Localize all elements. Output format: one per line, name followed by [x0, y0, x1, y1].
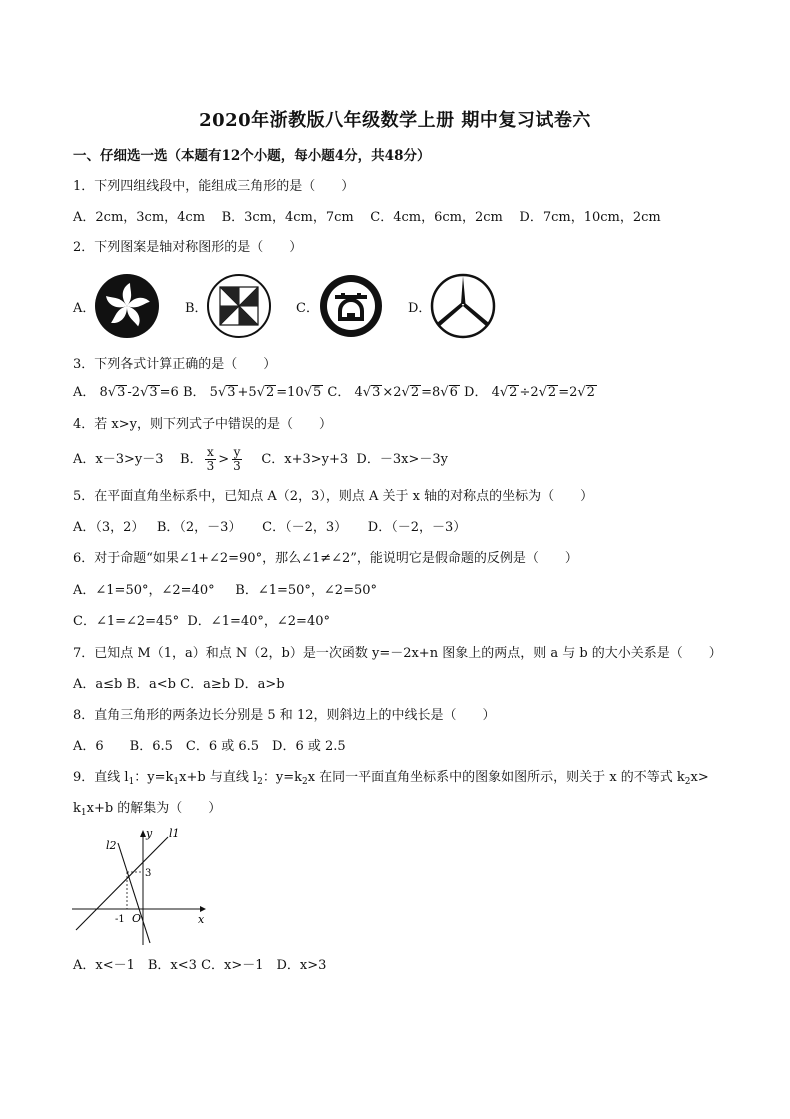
question-4-stem: 4．若 x>y，则下列式子中错误的是（ ）	[73, 417, 332, 432]
page-title: 2020年浙教版八年级数学上册 期中复习试卷六	[199, 110, 591, 131]
circle-logo-icon	[318, 273, 384, 343]
q2-label-c: C．	[296, 301, 319, 316]
q3-option-a: A． 8√3 -2√3 =6	[73, 385, 179, 400]
question-4-options	[73, 445, 448, 475]
line-l2	[118, 843, 150, 943]
label-tick-y: 3	[145, 868, 152, 879]
q1-option-d: D．7cm，10cm，2cm	[519, 210, 661, 225]
question-9-stem-line1: 9．直线 $l_1$：$y=k_1x+b$ 与直线 $l_2$：$y=k_2x$ 在同一平面直角坐标系中的图象如图所示，则关于 x 的不等式 $k_2x>$	[73, 770, 709, 787]
q1-option-b: B．3cm，4cm，7cm	[221, 210, 354, 225]
label-l2: l2	[106, 839, 117, 852]
q3-option-b: B． 5√3 +5√2 =10√5	[182, 385, 322, 400]
q4-option-c: C．x+3>y+3	[261, 452, 349, 467]
q2-label-d: D．	[408, 301, 432, 316]
pinwheel-icon	[206, 273, 272, 343]
q4-option-d: D．－3x>－3y	[356, 452, 448, 467]
q4-option-b: B． $\frac{x}{3}$ > $\frac{y}{3}$	[180, 445, 241, 473]
q5-option-a: A．（3，2）	[73, 520, 145, 535]
q1-option-c: C．4cm，6cm，2cm	[370, 210, 503, 225]
q3-option-d: D． 4√2 ÷2√2 =2√2	[464, 385, 595, 400]
question-7-options: A．a≤b B．a<b C．a≥b D．a>b	[73, 677, 285, 692]
question-1-stem: 1．下列四组线段中，能组成三角形的是（ ）	[73, 179, 355, 194]
question-5-stem: 5．在平面直角坐标系中，已知点 A（2，3），则点 A 关于 x 轴的对称点的坐标为（ ）	[73, 489, 594, 504]
q6-option-d: D．∠1=40°，∠2=40°	[187, 614, 330, 629]
bauhinia-emblem-icon	[94, 273, 160, 343]
label-tick-x: -1	[115, 914, 125, 925]
q5-option-c: C．（－2，3）	[262, 520, 348, 535]
q2-label-b: B．	[185, 301, 208, 316]
q2-label-a: A．	[73, 301, 96, 316]
q5-option-b: B．（2，－3）	[156, 520, 242, 535]
question-1-options	[73, 209, 661, 227]
label-origin: O	[132, 912, 142, 925]
question-6-options-row1	[73, 582, 377, 600]
question-5-options	[73, 519, 466, 537]
label-l1: l1	[169, 827, 180, 840]
q6-option-a: A．∠1=50°，∠2=40°	[73, 583, 215, 598]
q5-option-d: D．（－2，－3）	[367, 520, 467, 535]
label-y: y	[146, 827, 153, 840]
question-9-options: A．x<－1 B．x<3 C．x>－1 D．x>3	[73, 958, 327, 973]
question-9-stem-line2: $k_1x+b$ 的解集为（ ）	[73, 801, 222, 818]
question-6-options-row2	[73, 613, 330, 631]
question-8-options: A．6 B．6.5 C．6 或 6.5 D．6 或 2.5	[73, 739, 346, 754]
question-3-stem: 3．下列各式计算正确的是（ ）	[73, 357, 277, 372]
question-2-stem: 2．下列图案是轴对称图形的是（ ）	[73, 240, 303, 255]
q6-option-b: B．∠1=50°，∠2=50°	[235, 583, 378, 598]
question-9-graph	[68, 825, 213, 954]
q6-option-c: C．∠1=∠2=45°	[73, 614, 180, 629]
q4-option-a: A．x－3>y－3	[73, 452, 164, 467]
question-3-options	[73, 384, 597, 402]
question-7-stem: 7．已知点 M（1，a）和点 N（2，b）是一次函数 y=－2x+n 图象上的两点，则 a 与 b 的大小关系是（ ）	[73, 646, 722, 661]
question-8-stem: 8．直角三角形的两条边长分别是 5 和 12，则斜边上的中线长是（ ）	[73, 708, 496, 723]
question-6-stem: 6．对于命题“如果∠1+∠2=90°，那么∠1≠∠2”，能说明它是假命题的反例是（ ）	[73, 551, 578, 566]
q3-option-c: C． 4√3 ×2√2 =8√6	[327, 385, 458, 400]
mercedes-star-icon	[430, 273, 496, 343]
section-heading: 一、仔细选一选（本题有12个小题，每小题4分，共48分）	[73, 148, 431, 164]
q1-option-a: A．2cm，3cm，4cm	[73, 210, 206, 225]
label-x: x	[198, 913, 205, 926]
